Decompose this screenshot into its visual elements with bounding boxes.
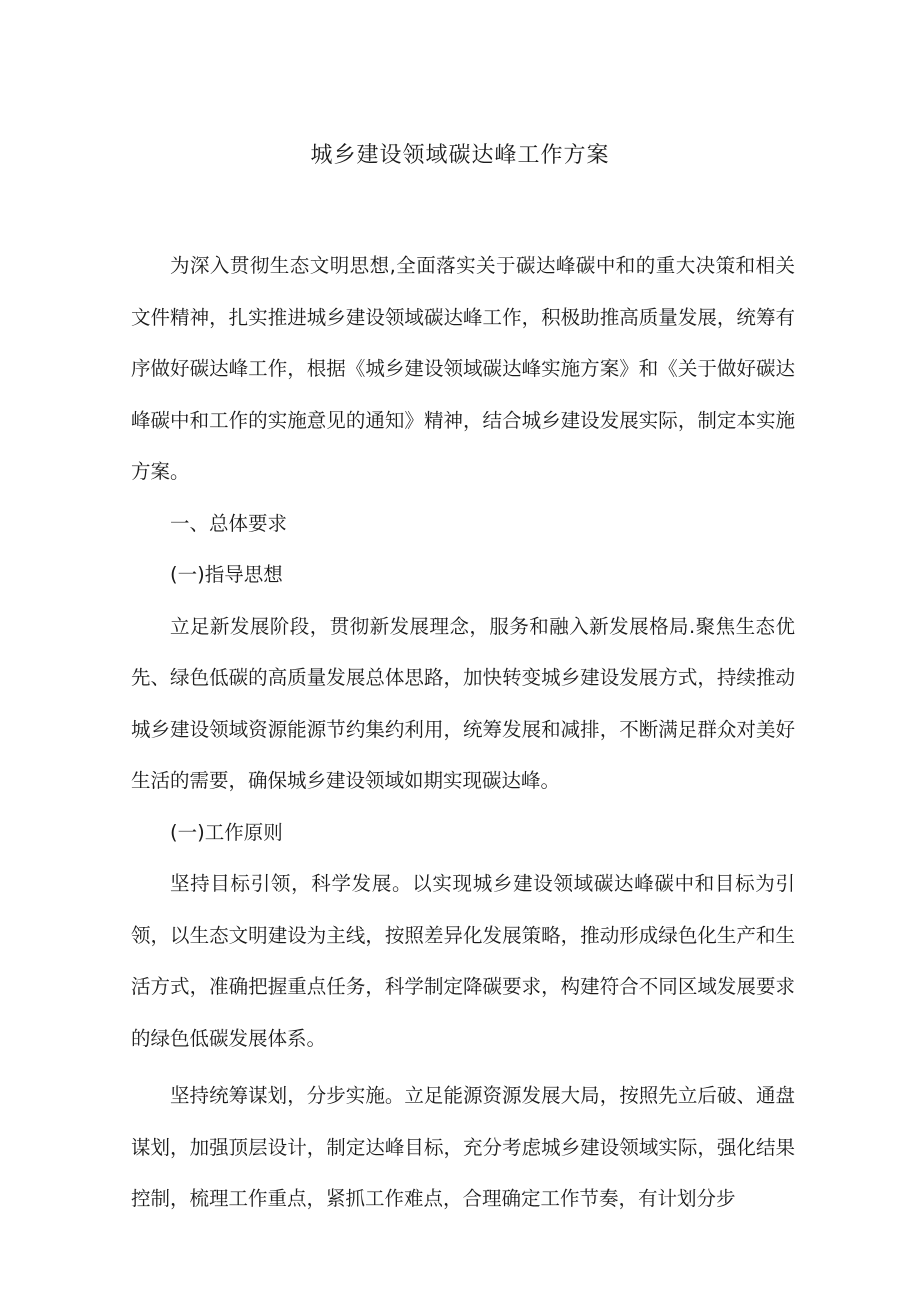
paragraph-principle-target: 坚持目标引领，科学发展。以实现城乡建设领域碳达峰碳中和目标为引领，以生态文明建设为主线，按照差异化发展策略，推动形成绿色化生产和生活方式，准确把握重点任务，科学制定降碳要求，构建符合不同区域发展要求的绿色低碳发展体系。: [131, 872, 795, 1050]
section-heading-general-requirements: 一、总体要求: [170, 511, 288, 535]
document-title: 城乡建设领域碳达峰工作方案: [310, 143, 610, 168]
paragraph-principle-planning: 坚持统筹谋划，分步实施。立足能源资源发展大局，按照先立后破、通盘谋划，加强顶层设计，制定达峰目标，充分考虑城乡建设领域实际，强化结果控制，梳理工作重点，紧抓工作难点，合理确定工作节奏，有计划分步: [131, 1084, 795, 1210]
paragraph-guiding-ideology: 立足新发展阶段，贯彻新发展理念，服务和融入新发展格局.聚焦生态优先、绿色低碳的高质量发展总体思路，加快转变城乡建设发展方式，持续推动城乡建设领域资源能源节约集约利用，统筹发展和减排，不断满足群众对美好生活的需要，确保城乡建设领域如期实现碳达峰。: [131, 614, 795, 792]
subsection-heading-guiding-ideology: (一)指导思想: [170, 563, 283, 586]
subsection-heading-work-principles: (一)工作原则: [170, 820, 283, 844]
paragraph-intro: 为深入贯彻生态文明思想,全面落实关于碳达峰碳中和的重大决策和相关文件精神，扎实推进城乡建设领域碳达峰工作，积极助推高质量发展，统筹有序做好碳达峰工作，根据《城乡建设领域碳达峰实施方案》和《关于做好碳达峰碳中和工作的实施意见的通知》精神，结合城乡建设发展实际，制定本实施方案。: [131, 254, 795, 483]
document-body: [131, 240, 795, 1225]
